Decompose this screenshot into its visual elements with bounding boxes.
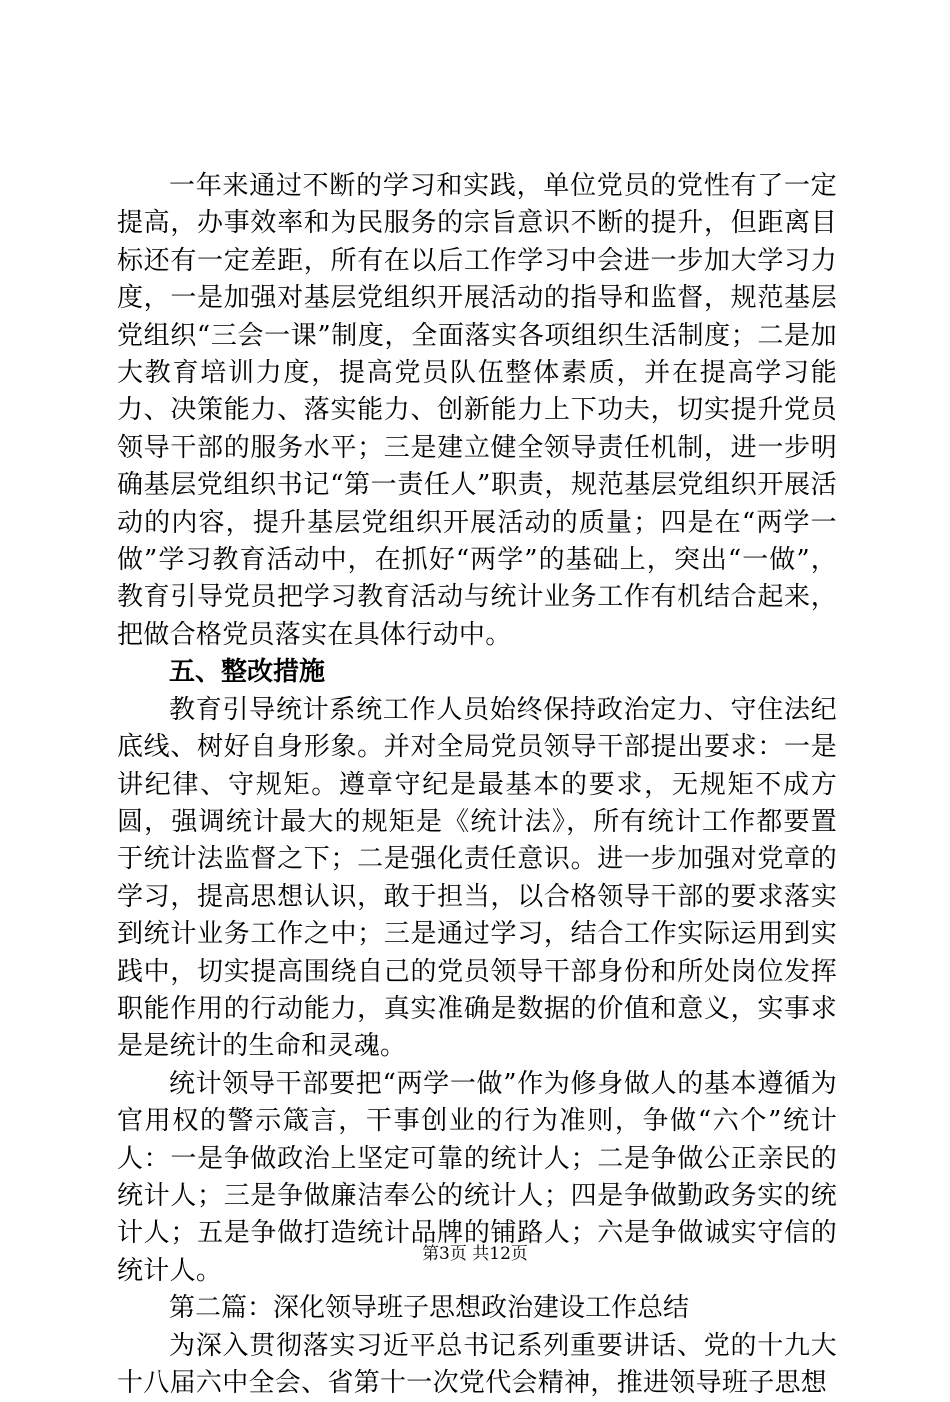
page-number-footer: 第3页 共12页 — [422, 1244, 528, 1264]
document-body — [117, 168, 837, 1402]
paragraph-study-improvement: 一年来通过不断的学习和实践，单位党员的党性有了一定提高，办事效率和为民服务的宗旨意识不断的提升，但距离目标还有一定差距，所有在以后工作学习中会进一步加大学习力度，一是加强对基层党组织开展活动的指导和监督，规范基层党组织“三会一课”制度，全面落实各项组织生活制度；二是加大教育培训力度，提高党员队伍整体素质，并在提高学习能力、决策能力、落实能力、创新能力上下功夫，切实提升党员领导干部的服务水平；三是建立健全领导责任机制，进一步明确基层党组织书记“第一责任人”职责，规范基层党组织开展活动的内容，提升基层党组织开展活动的质量；四是在“两学一做”学习教育活动中，在抓好“两学”的基础上，突出“一做”，教育引导党员把学习教育活动与统计业务工作有机结合起来，把做合格党员落实在具体行动中。 — [117, 171, 837, 650]
paragraph-six-statisticians: 统计领导干部要把“两学一做”作为修身做人的基本遵循为官用权的警示箴言，干事创业的行为准则，争做“六个”统计人：一是争做政治上坚定可靠的统计人；二是争做公正亲民的统计人；三是争做廉洁奉公的统计人；四是争做勤政务实的统计人；五是争做打造统计品牌的铺路人；六是争做诚实守信的统计人。 — [117, 1068, 837, 1286]
section-heading-rectification: 五、整改措施 — [169, 657, 326, 688]
part-two-title: 第二篇：深化领导班子思想政治建设工作总结 — [169, 1293, 690, 1324]
paragraph-part-two-intro: 为深入贯彻落实习近平总书记系列重要讲话、党的十九大十八届六中全会、省第十一次党代会精神，推进领导班子思想 — [117, 1330, 837, 1398]
paragraph-rectification-measures: 教育引导统计系统工作人员始终保持政治定力、守住法纪底线、树好自身形象。并对全局党员领导干部提出要求：一是讲纪律、守规矩。遵章守纪是最基本的要求，无规矩不成方圆，强调统计最大的规矩是《统计法》，所有统计工作都要置于统计法监督之下；二是强化责任意识。进一步加强对党章的学习，提高思想认识，敢于担当，以合格领导干部的要求落实到统计业务工作之中；三是通过学习，结合工作实际运用到实践中，切实提高围绕自己的党员领导干部身份和所处岗位发挥职能作用的行动能力，真实准确是数据的价值和意义，实事求是是统计的生命和灵魂。 — [117, 694, 837, 1062]
